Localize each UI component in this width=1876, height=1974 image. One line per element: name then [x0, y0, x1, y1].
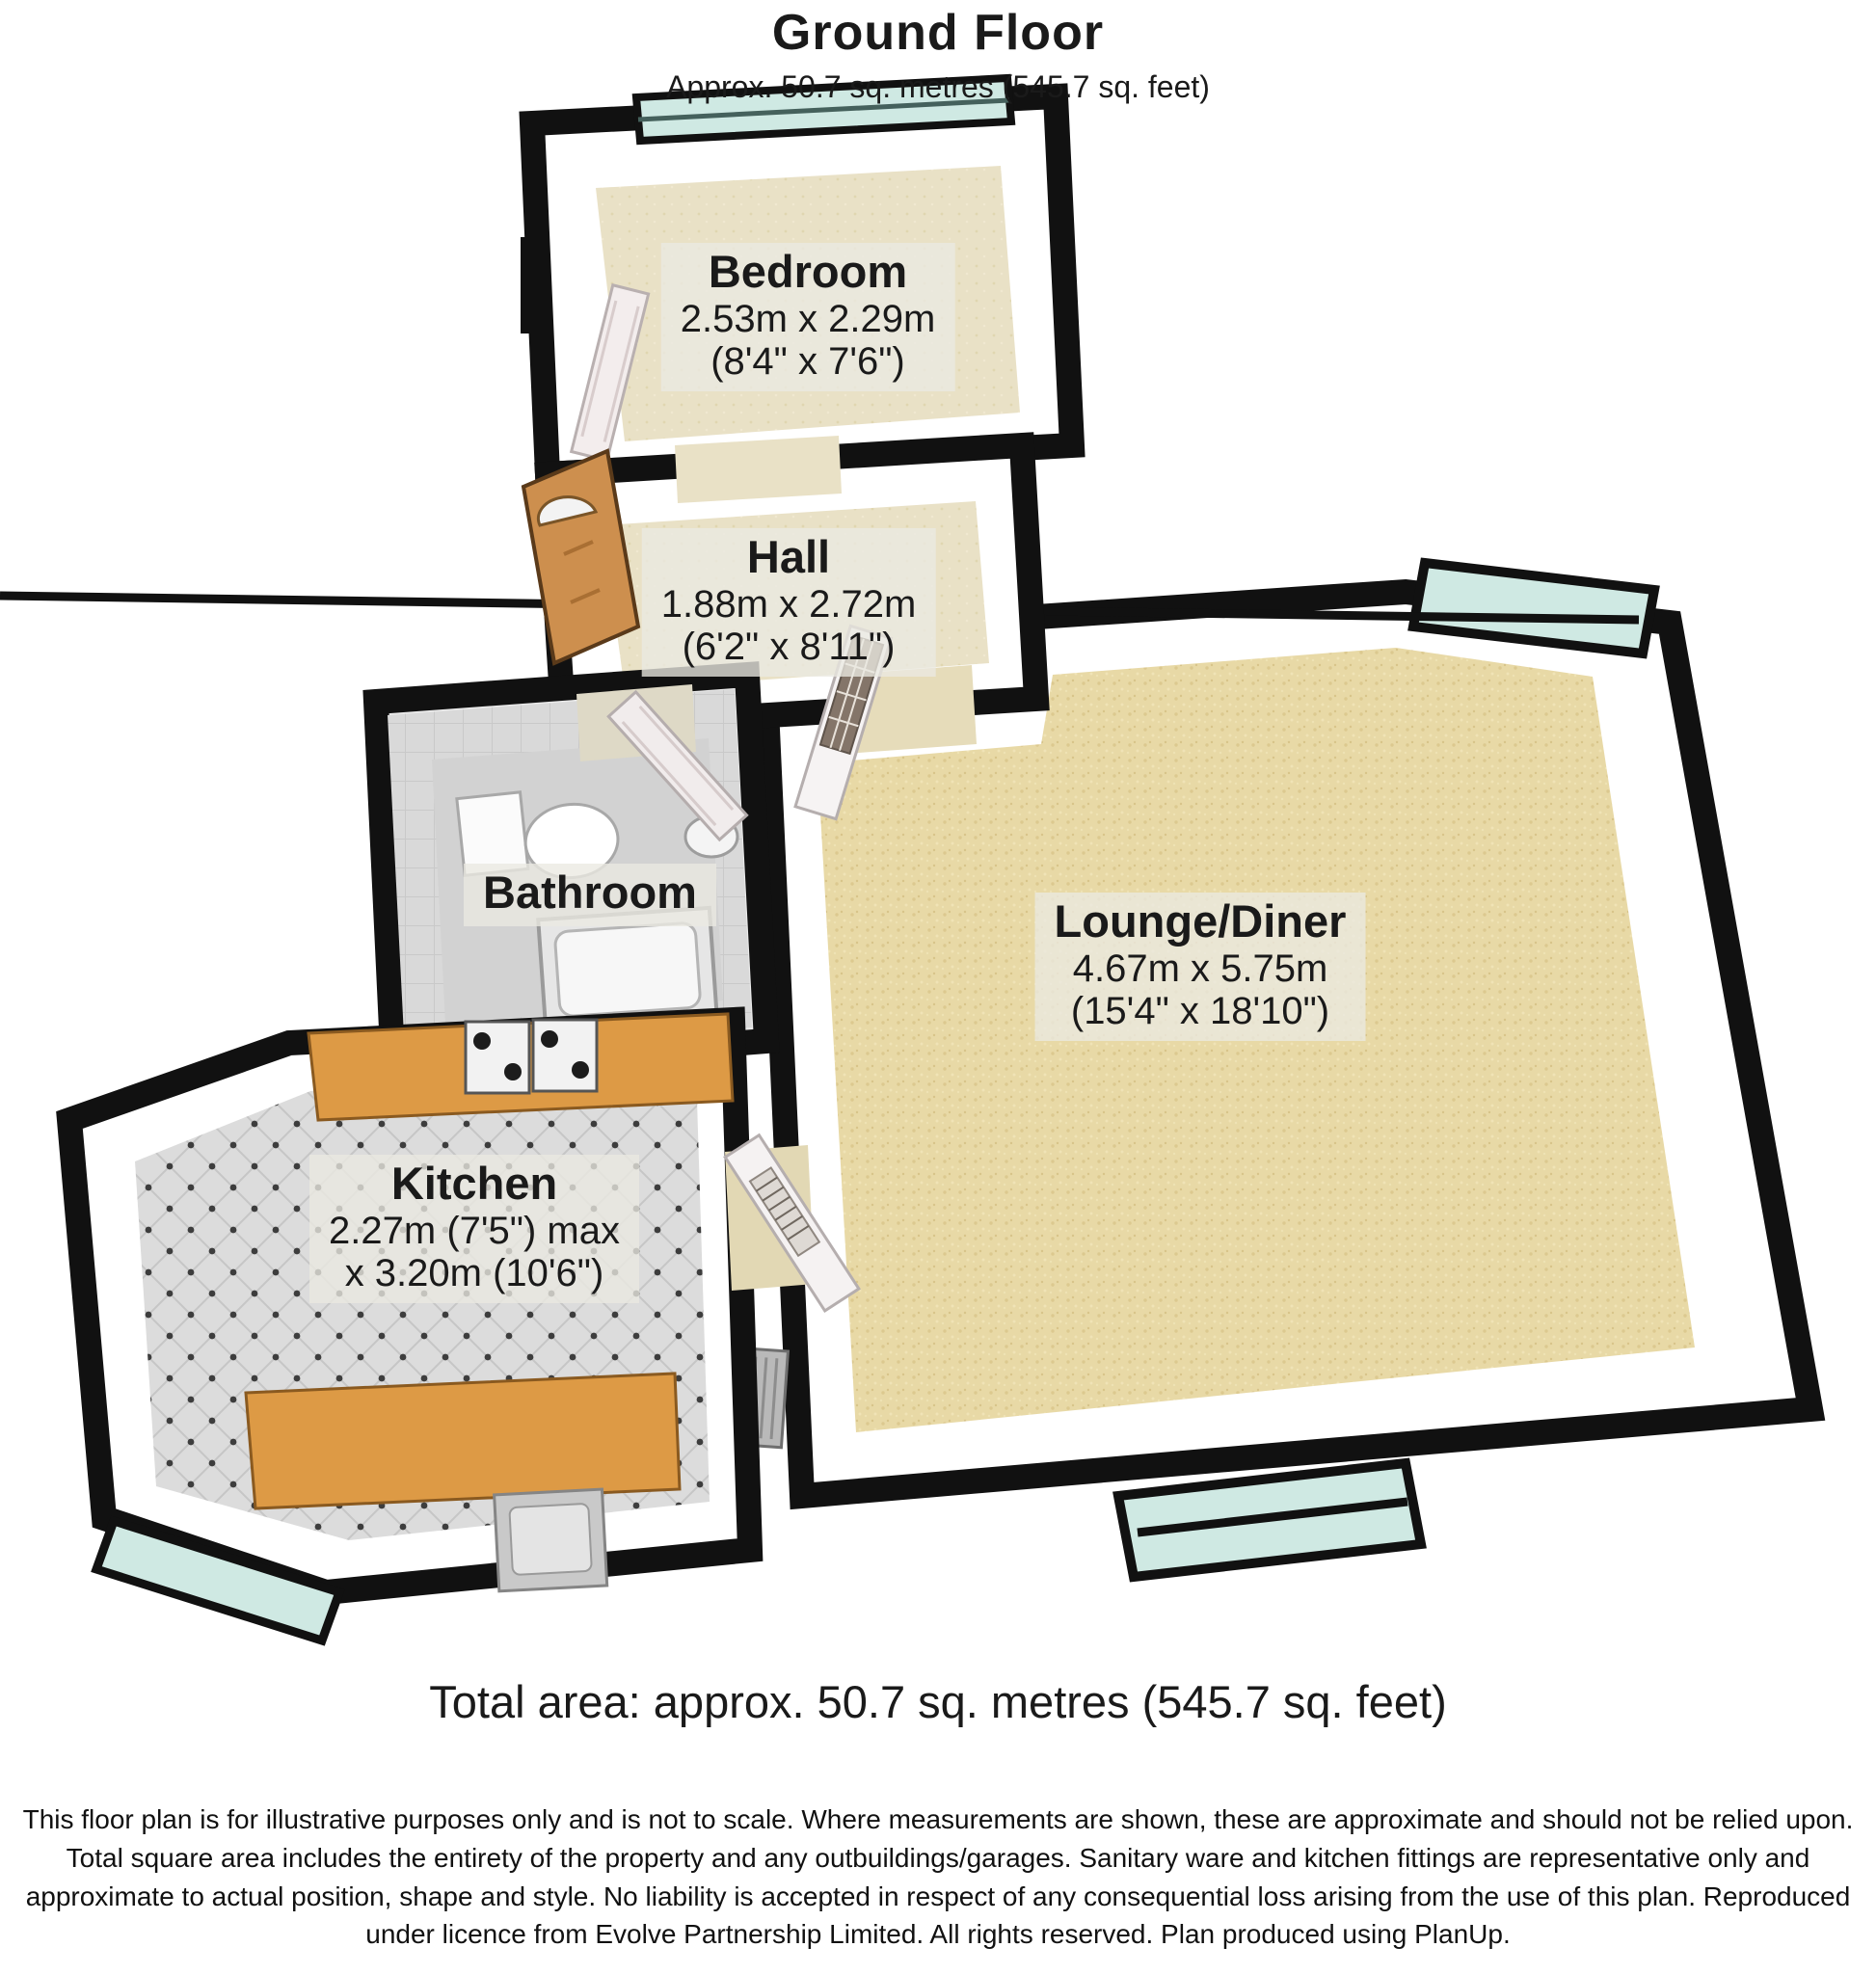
kitchen-sink	[495, 1489, 607, 1591]
page-title: Ground Floor	[771, 5, 1105, 61]
hall-dim-metric: 1.88m x 2.72m	[660, 582, 917, 626]
kitchen-counter-bottom	[246, 1374, 680, 1508]
kitchen-label	[309, 1155, 639, 1303]
hall-dim-imperial: (6'2" x 8'11")	[682, 626, 896, 669]
bathroom-name: Bathroom	[483, 867, 697, 918]
disclaimer-text: This floor plan is for illustrative purposes only and is not to scale. Where measurements are shown, these are approximate and should not be relied upon. Total square area includes the entirety of the property and any outbuildings/garages. Sanitary ware and kitchen fittings are representative only and approximate to actual position, shape and style. No liability is accepted in respect of any consequential loss arising from the use of this plan. Reproduced under licence from Evolve Partnership Limited. All rights reserved. Plan produced using PlanUp.	[22, 1804, 1854, 1950]
bedroom-label	[661, 243, 955, 391]
page-subtitle: Approx. 50.7 sq. metres (545.7 sq. feet)	[666, 69, 1210, 104]
lounge-dim-imperial: (15'4" x 18'10")	[1070, 990, 1330, 1033]
kitchen-dim-line1: 2.27m (7'5") max	[329, 1209, 620, 1252]
wall-jog	[521, 237, 549, 333]
kitchen-name: Kitchen	[390, 1158, 558, 1209]
kitchen-dim-line2: x 3.20m (10'6")	[344, 1252, 604, 1295]
hall-label	[642, 528, 936, 677]
lounge-dim-metric: 4.67m x 5.75m	[1072, 947, 1328, 990]
lounge-label	[1035, 893, 1366, 1041]
opening-bedroom-hall	[675, 436, 842, 503]
bedroom-name: Bedroom	[708, 246, 908, 297]
bedroom-dim-imperial: (8'4" x 7'6")	[710, 340, 905, 384]
hall-name: Hall	[746, 531, 831, 582]
lounge-name: Lounge/Diner	[1054, 895, 1347, 947]
bedroom-dim-metric: 2.53m x 2.29m	[680, 297, 936, 340]
total-area-text: Total area: approx. 50.7 sq. metres (545.7 sq. feet)	[429, 1676, 1447, 1727]
bathroom-label	[464, 864, 716, 926]
